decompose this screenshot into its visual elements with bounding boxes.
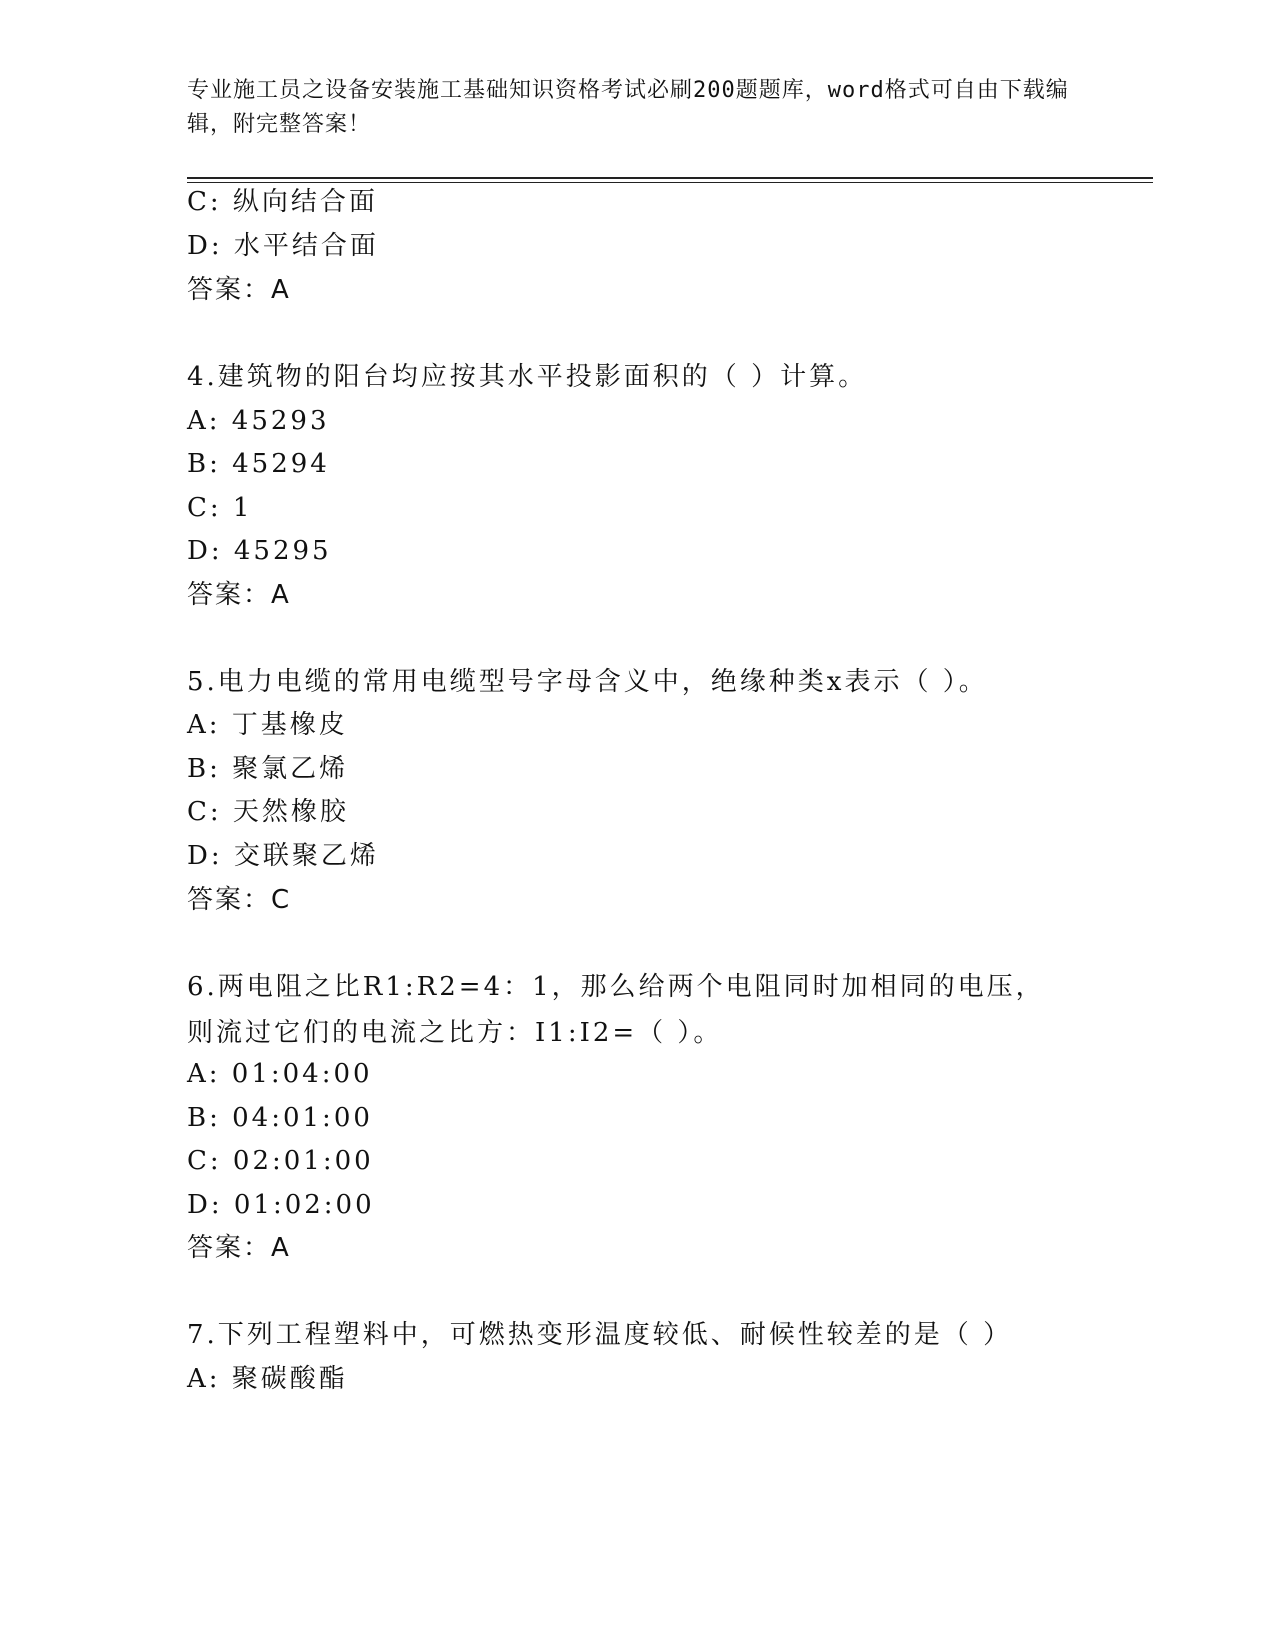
header-divider [187, 177, 1153, 183]
q3-option-c: C: 纵向结合面 [187, 187, 378, 217]
q6-option-d: D: 01:02:00 [187, 1190, 375, 1220]
q6-answer: 答案：A [187, 1233, 291, 1263]
q4-option-c: C: 1 [187, 493, 253, 523]
q6-option-c: C: 02:01:00 [187, 1146, 374, 1176]
q4-answer: 答案：A [187, 580, 291, 610]
q5-answer: 答案：C [187, 885, 292, 915]
q3-option-d: D: 水平结合面 [187, 231, 379, 261]
q4-option-a: A: 45293 [187, 406, 330, 436]
q5-stem: 5.电力电缆的常用电缆型号字母含义中，绝缘种类x表示（ ）。 [187, 667, 988, 697]
q6-stem: 6.两电阻之比R1:R2=4：1，那么给两个电阻同时加相同的电压，则流过它们的电流之比方：I1:I2=（ ）。 [187, 972, 1045, 1048]
q4-stem: 4.建筑物的阳台均应按其水平投影面积的（ ）计算。 [187, 362, 868, 392]
q5-option-a: A: 丁基橡皮 [187, 710, 348, 740]
q6-option-b: B: 04:01:00 [187, 1103, 373, 1133]
q5-option-c: C: 天然橡胶 [187, 797, 349, 827]
q7-stem: 7.下列工程塑料中，可燃热变形温度较低、耐候性较差的是（ ） [187, 1320, 1013, 1350]
q4-option-d: D: 45295 [187, 536, 332, 566]
q5-option-d: D: 交联聚乙烯 [187, 841, 379, 871]
document-title: 专业施工员之设备安装施工基础知识资格考试必刷200题题库，word格式可自由下载编辑，附完整答案！ [187, 78, 1069, 137]
q4-option-b: B: 45294 [187, 449, 330, 479]
q7-option-a: A: 聚碳酸酯 [187, 1364, 348, 1394]
q6-option-a: A: 01:04:00 [187, 1059, 373, 1089]
q5-option-b: B: 聚氯乙烯 [187, 754, 349, 784]
q3-answer: 答案：A [187, 275, 291, 305]
